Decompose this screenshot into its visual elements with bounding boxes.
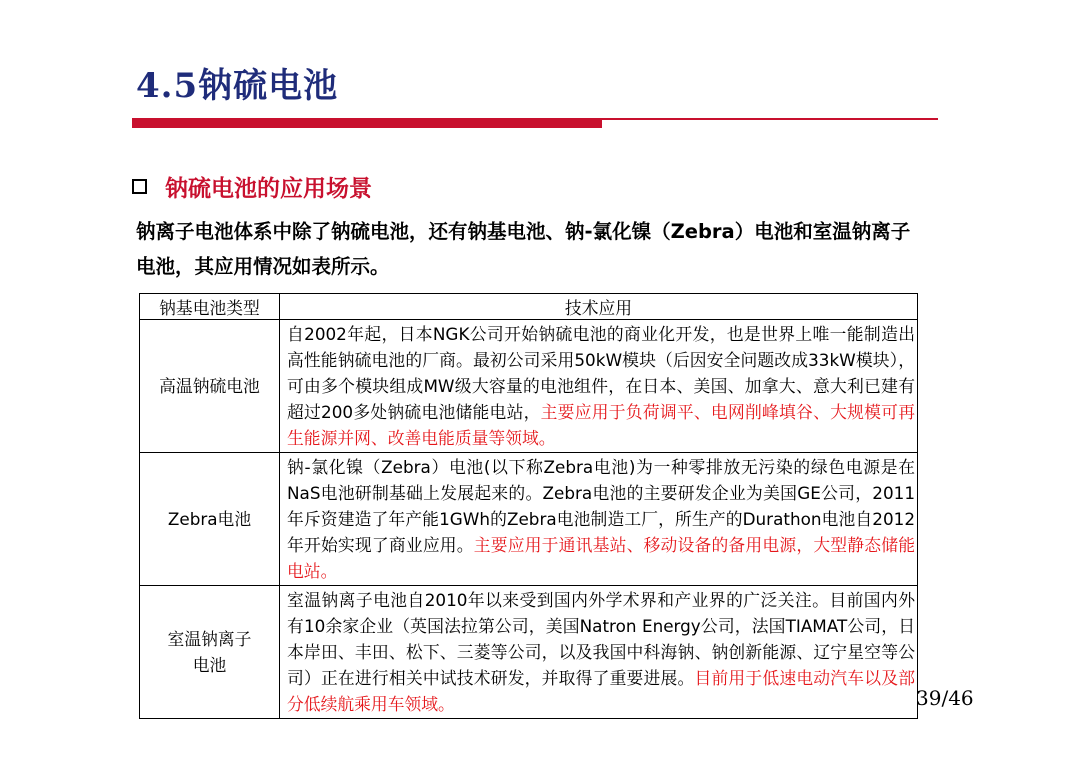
row-desc-text: 钠-氯化镍（Zebra）电池(以下称Zebra电池)为一种零排放无污染的绿色电源是在NaS电池研制基础上发展起来的。Zebra电池的主要研发企业为美国GE公司，2011年斥资建造了年产能1GWh的Zebra电池制造工厂，所生产的Durathon电池自2012年开始实现了商业应用。 xyxy=(287,457,915,555)
row-desc-cell xyxy=(280,320,918,453)
section-heading-text: 钠硫电池的应用场景 xyxy=(165,176,372,202)
row-type-text: 高温钠硫电池 xyxy=(159,376,260,396)
row-desc-text: 室温钠离子电池自2010年以来受到国内外学术界和产业界的广泛关注。目前国内外有10余家企业（英国法拉第公司，美国Natron Energy公司，法国TIAMAT公司，日本岸田、丰田、松下、三菱等公司，以及我国中科海钠、钠创新能源、辽宁星空等公司）正在进行相关中试技术研发，并取得了重要进展。 xyxy=(287,590,915,688)
row-type-text: Zebra电池 xyxy=(167,509,252,529)
table-row xyxy=(140,320,918,453)
header-tech-application: 技术应用 xyxy=(280,294,918,320)
row-desc-cell xyxy=(280,586,918,719)
header-battery-type: 钠基电池类型 xyxy=(140,294,280,320)
row-highlight-text: 主要应用于负荷调平、电网削峰填谷、大规模可再生能源并网、改善电能质量等领域。 xyxy=(287,402,915,448)
row-type-cell xyxy=(140,586,280,719)
row-type-cell xyxy=(140,453,280,586)
row-highlight-text: 目前用于低速电动汽车以及部分低续航乘用车领域。 xyxy=(287,668,915,714)
battery-application-table xyxy=(139,293,918,719)
row-type-cell xyxy=(140,320,280,453)
intro-paragraph: 钠离子电池体系中除了钠硫电池，还有钠基电池、钠-氯化镍（Zebra）电池和室温钠离子电池，其应用情况如表所示。 xyxy=(136,220,911,278)
page-number: 39/46 xyxy=(916,686,974,710)
checkbox-square-icon xyxy=(132,179,147,194)
row-type-text: 室温钠离子电池 xyxy=(167,629,252,675)
table-row xyxy=(140,586,918,719)
title-accent-bar xyxy=(132,118,602,128)
row-desc-cell xyxy=(280,453,918,586)
table-header-row xyxy=(140,294,918,320)
table-row xyxy=(140,453,918,586)
row-highlight-text: 主要应用于通讯基站、移动设备的备用电源，大型静态储能电站。 xyxy=(287,535,915,581)
row-desc-text: 自2002年起，日本NGK公司开始钠硫电池的商业化开发，也是世界上唯一能制造出高性能钠硫电池的厂商。最初公司采用50kW模块（后因安全问题改成33kW模块），可由多个模块组成MW级大容量的电池组件，在日本、美国、加拿大、意大利已建有超过200多处钠硫电池储能电站， xyxy=(287,324,915,422)
slide-title: 4.5钠硫电池 xyxy=(136,66,339,106)
section-heading xyxy=(132,170,372,203)
